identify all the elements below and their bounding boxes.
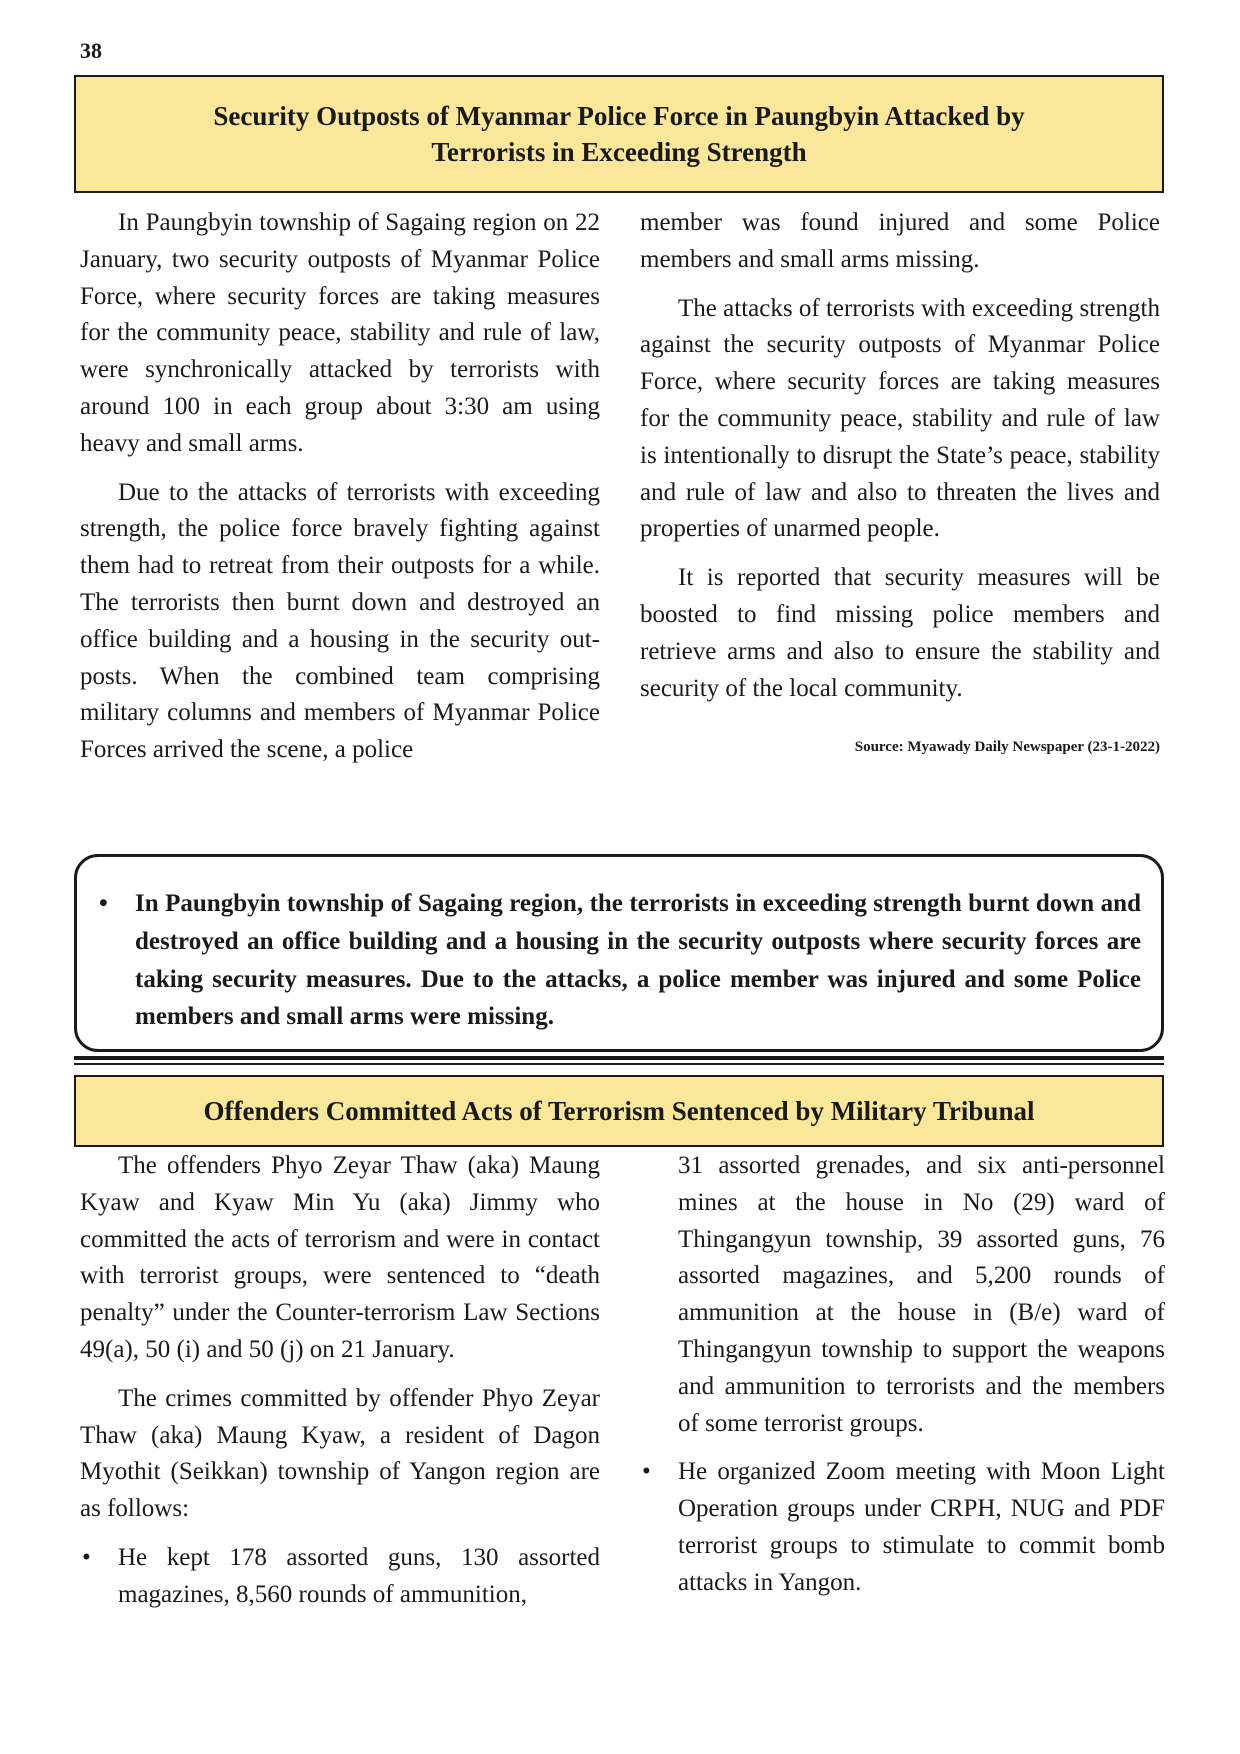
article-2-bullet-text: He organized Zoom meeting with Moon Light Operation groups under CRPH, NUG and PDF terrorist groups to stimulate to commit bomb attacks in Yangon. — [678, 1458, 1165, 1596]
article-2-paragraph: The offenders Phyo Zeyar Thaw (aka) Maung Kyaw and Kyaw Min Yu (aka) Jimmy who committed the acts of terrorism and were in contact with terrorist groups, were sentenced to “death penalty” under the Counter-terrorism Law Sections 49(a), 50 (i) and 50 (j) on 21 January. — [80, 1152, 600, 1363]
article-2-bullet-item — [80, 1540, 600, 1614]
article-1-paragraph: In Paungbyin township of Sagaing region on 22 January, two security outposts of Myanmar Police Force, where security forces are taking measures for the community peace, stability and rule of law, were synchronically attacked by terrorists with around 100 in each group about 3:30 am using heavy and small arms. — [80, 209, 600, 457]
article-2-headline — [74, 1075, 1164, 1147]
article-2-right-column — [640, 1148, 1165, 1614]
article-2-bullet-text: He kept 178 assorted guns, 130 assorted magazines, 8,560 rounds of ammunition, — [118, 1543, 600, 1608]
section-divider-thick — [74, 1056, 1164, 1060]
callout-text: In Paungbyin township of Sagaing region, the terrorists in exceeding strength burnt down and destroyed an office building and a housing in the security outposts where security forces are taking security measures. Due to the attacks, a police member was injured and some Police members and small arms were missing. — [135, 890, 1141, 1031]
article-1-paragraph: It is reported that security measures will be boosted to find missing police members and retrieve arms and also to ensure the stability and security of the local community. — [640, 564, 1160, 702]
article-1-headline — [74, 75, 1164, 193]
article-2-bullet-continued-text: 31 assorted grenades, and six anti-personnel mines at the house in No (29) ward of Thingangyun township, 39 assorted guns, 76 assorted magazines, and 5,200 rounds of ammunition at the house in (B/e) ward of Thingangyun township to support the weapons and ammunition to terrorists and the members of some terrorist groups. — [678, 1152, 1165, 1437]
bullet-icon: • — [82, 1543, 91, 1571]
article-1-right-column — [640, 205, 1160, 757]
article-1-left-column — [80, 205, 600, 781]
callout-bullet-item — [97, 885, 1141, 1036]
article-1-paragraph: Due to the attacks of terrorists with exceeding strength, the police force bravely fighting against them had to retreat from their outposts for a while. The terrorists then burnt down and destroyed an office building and a housing in the security outposts. When the combined team comprising military columns and members of Myanmar Police Forces arrived the scene, a police — [80, 478, 600, 764]
summary-callout — [74, 854, 1164, 1052]
article-1-title-line-1: Security Outposts of Myanmar Police Force in Paungbyin Attacked by — [213, 101, 1025, 131]
article-1-title-line-2: Terrorists in Exceeding Strength — [431, 137, 807, 167]
section-divider-thin — [74, 1063, 1164, 1065]
article-2-bullet-continued — [640, 1148, 1165, 1442]
article-1-paragraph-continued: member was found injured and some Police members and small arms missing. — [640, 209, 1160, 273]
article-2-paragraph: The crimes committed by offender Phyo Zeyar Thaw (aka) Maung Kyaw, a resident of Dagon Myothit (Seikkan) township of Yangon region are as follows: — [80, 1384, 600, 1523]
article-1-paragraph: The attacks of terrorists with exceeding strength against the security outposts of Myanmar Police Force, where security forces are taking measures for the community peace, stability and rule of law is intentionally to disrupt the State’s peace, stability and rule of law and also to threaten the lives and properties of unarmed people. — [640, 294, 1160, 543]
article-2-bullet-item — [640, 1454, 1165, 1601]
page-number: 38 — [80, 38, 102, 63]
article-2-left-column — [80, 1148, 600, 1626]
bullet-icon: • — [99, 890, 108, 917]
bullet-icon: • — [642, 1458, 651, 1486]
article-2-title: Offenders Committed Acts of Terrorism Sentenced by Military Tribunal — [203, 1096, 1035, 1126]
article-1-source: Source: Myawady Daily Newspaper (23-1-2022) — [854, 739, 1160, 756]
